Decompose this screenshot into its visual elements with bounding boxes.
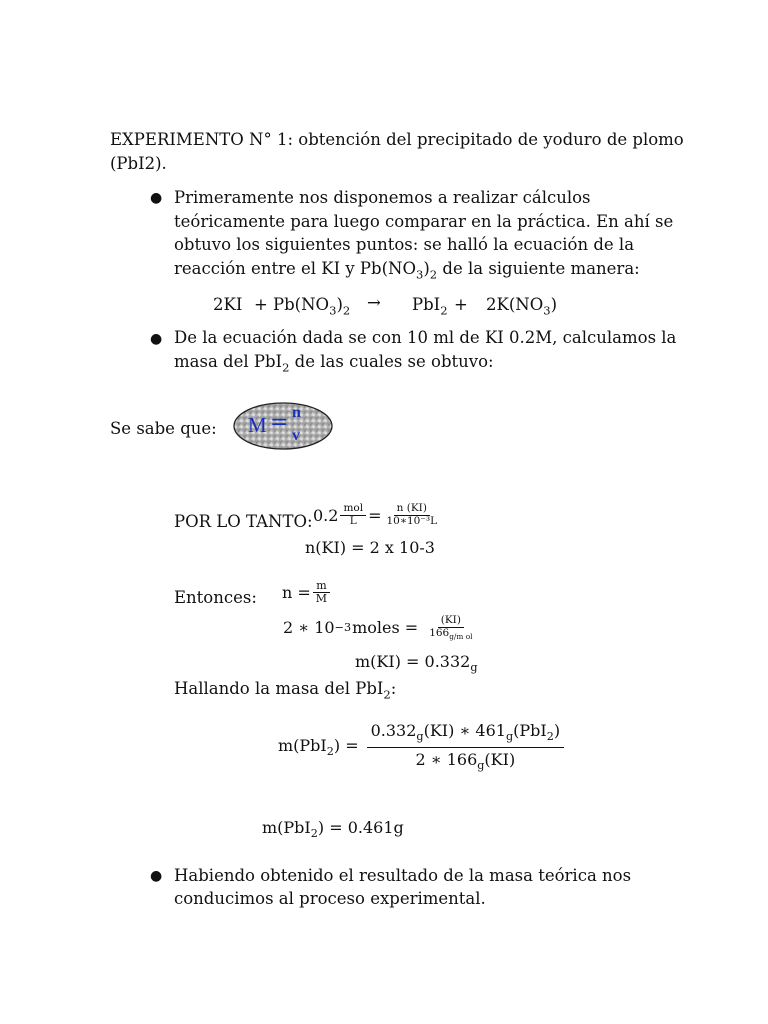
mass-pbi2-result: m(PbI$_2$) = 0.461g bbox=[262, 818, 404, 841]
formula-n: n bbox=[292, 404, 301, 421]
paragraph-line: masa del PbI$_2$ de las cuales se obtuvo: bbox=[174, 352, 494, 375]
formula-equals: = bbox=[270, 410, 289, 435]
mass-pbi2-formula: m(PbI$_2$) = $\frac{0.332_g(KI) ∗ 461_g(PbI_2)}{2 ∗ 166_g(KI)}$ bbox=[278, 722, 566, 772]
reaction-arrow: → bbox=[367, 293, 381, 312]
n-ki-result: n(KI) = 2 x 10-3 bbox=[305, 538, 435, 557]
paragraph-line: reacción entre el KI y $Pb(NO_3)_2$ de la siguiente manera: bbox=[174, 259, 640, 282]
paragraph-line: De la ecuación dada se con 10 ml de KI 0.2M, calculamos la bbox=[174, 328, 677, 347]
reaction-product-1: PbI$_2$ bbox=[412, 295, 448, 318]
paragraph-line: obtuvo los siguientes puntos: se halló la ecuación de la bbox=[174, 235, 635, 254]
bullet-icon: ● bbox=[150, 331, 163, 347]
se-sabe-label: Se sabe que: bbox=[110, 419, 217, 438]
hallando-label: Hallando la masa del PbI$_2$: bbox=[174, 679, 397, 702]
paragraph-line: teóricamente para luego comparar en la práctica. En ahí se bbox=[174, 212, 674, 231]
por-lo-tanto-equation: 0.2 $\frac{\text{mol}}{L}$ = $\frac{n (KI)}{\text{10∗10⁻³L}}$ bbox=[313, 503, 442, 527]
reaction-reactant-1: 2KI bbox=[213, 295, 243, 314]
bullet-icon: ● bbox=[150, 868, 163, 884]
n-equals-m-over-M: n = $\frac{m}{M}$ bbox=[282, 580, 332, 605]
reaction-product-2: $2K(NO_3)$ bbox=[486, 295, 558, 318]
reaction-plus: + bbox=[254, 295, 268, 314]
paragraph-line: Primeramente nos disponemos a realizar cálculos bbox=[174, 188, 591, 207]
entonces-label: Entonces: bbox=[174, 588, 257, 607]
paragraph-line: conducimos al proceso experimental. bbox=[174, 889, 486, 908]
heading-line-1: EXPERIMENTO N° 1: obtención del precipitado de yoduro de plomo bbox=[110, 130, 684, 149]
heading-line-2: (PbI2). bbox=[110, 154, 167, 173]
bullet-icon: ● bbox=[150, 190, 163, 206]
por-lo-tanto-label: POR LO TANTO: bbox=[174, 512, 313, 531]
paragraph-line: Habiendo obtenido el resultado de la masa teórica nos bbox=[174, 866, 632, 885]
m-ki-result: $m(KI) = 0.332_g$ bbox=[355, 652, 478, 675]
formula-M: M bbox=[248, 413, 267, 437]
fraction-n-ki: $\frac{n (KI)}{\text{10∗10⁻³L}}$ bbox=[386, 502, 438, 527]
moles-equation: 2 ∗ 10 −3 moles = $\frac{(KI)}{166_{g/m ol}}$ bbox=[283, 614, 473, 641]
reaction-plus: + bbox=[454, 295, 468, 314]
reaction-reactant-2: $Pb(NO_3)_2$ bbox=[273, 295, 351, 318]
fraction-mol-per-l: $\frac{\text{mol}}{L}$ bbox=[340, 503, 366, 527]
coef: 0.2 bbox=[313, 505, 339, 525]
molarity-formula-badge bbox=[232, 400, 334, 452]
formula-v: v bbox=[292, 427, 300, 444]
